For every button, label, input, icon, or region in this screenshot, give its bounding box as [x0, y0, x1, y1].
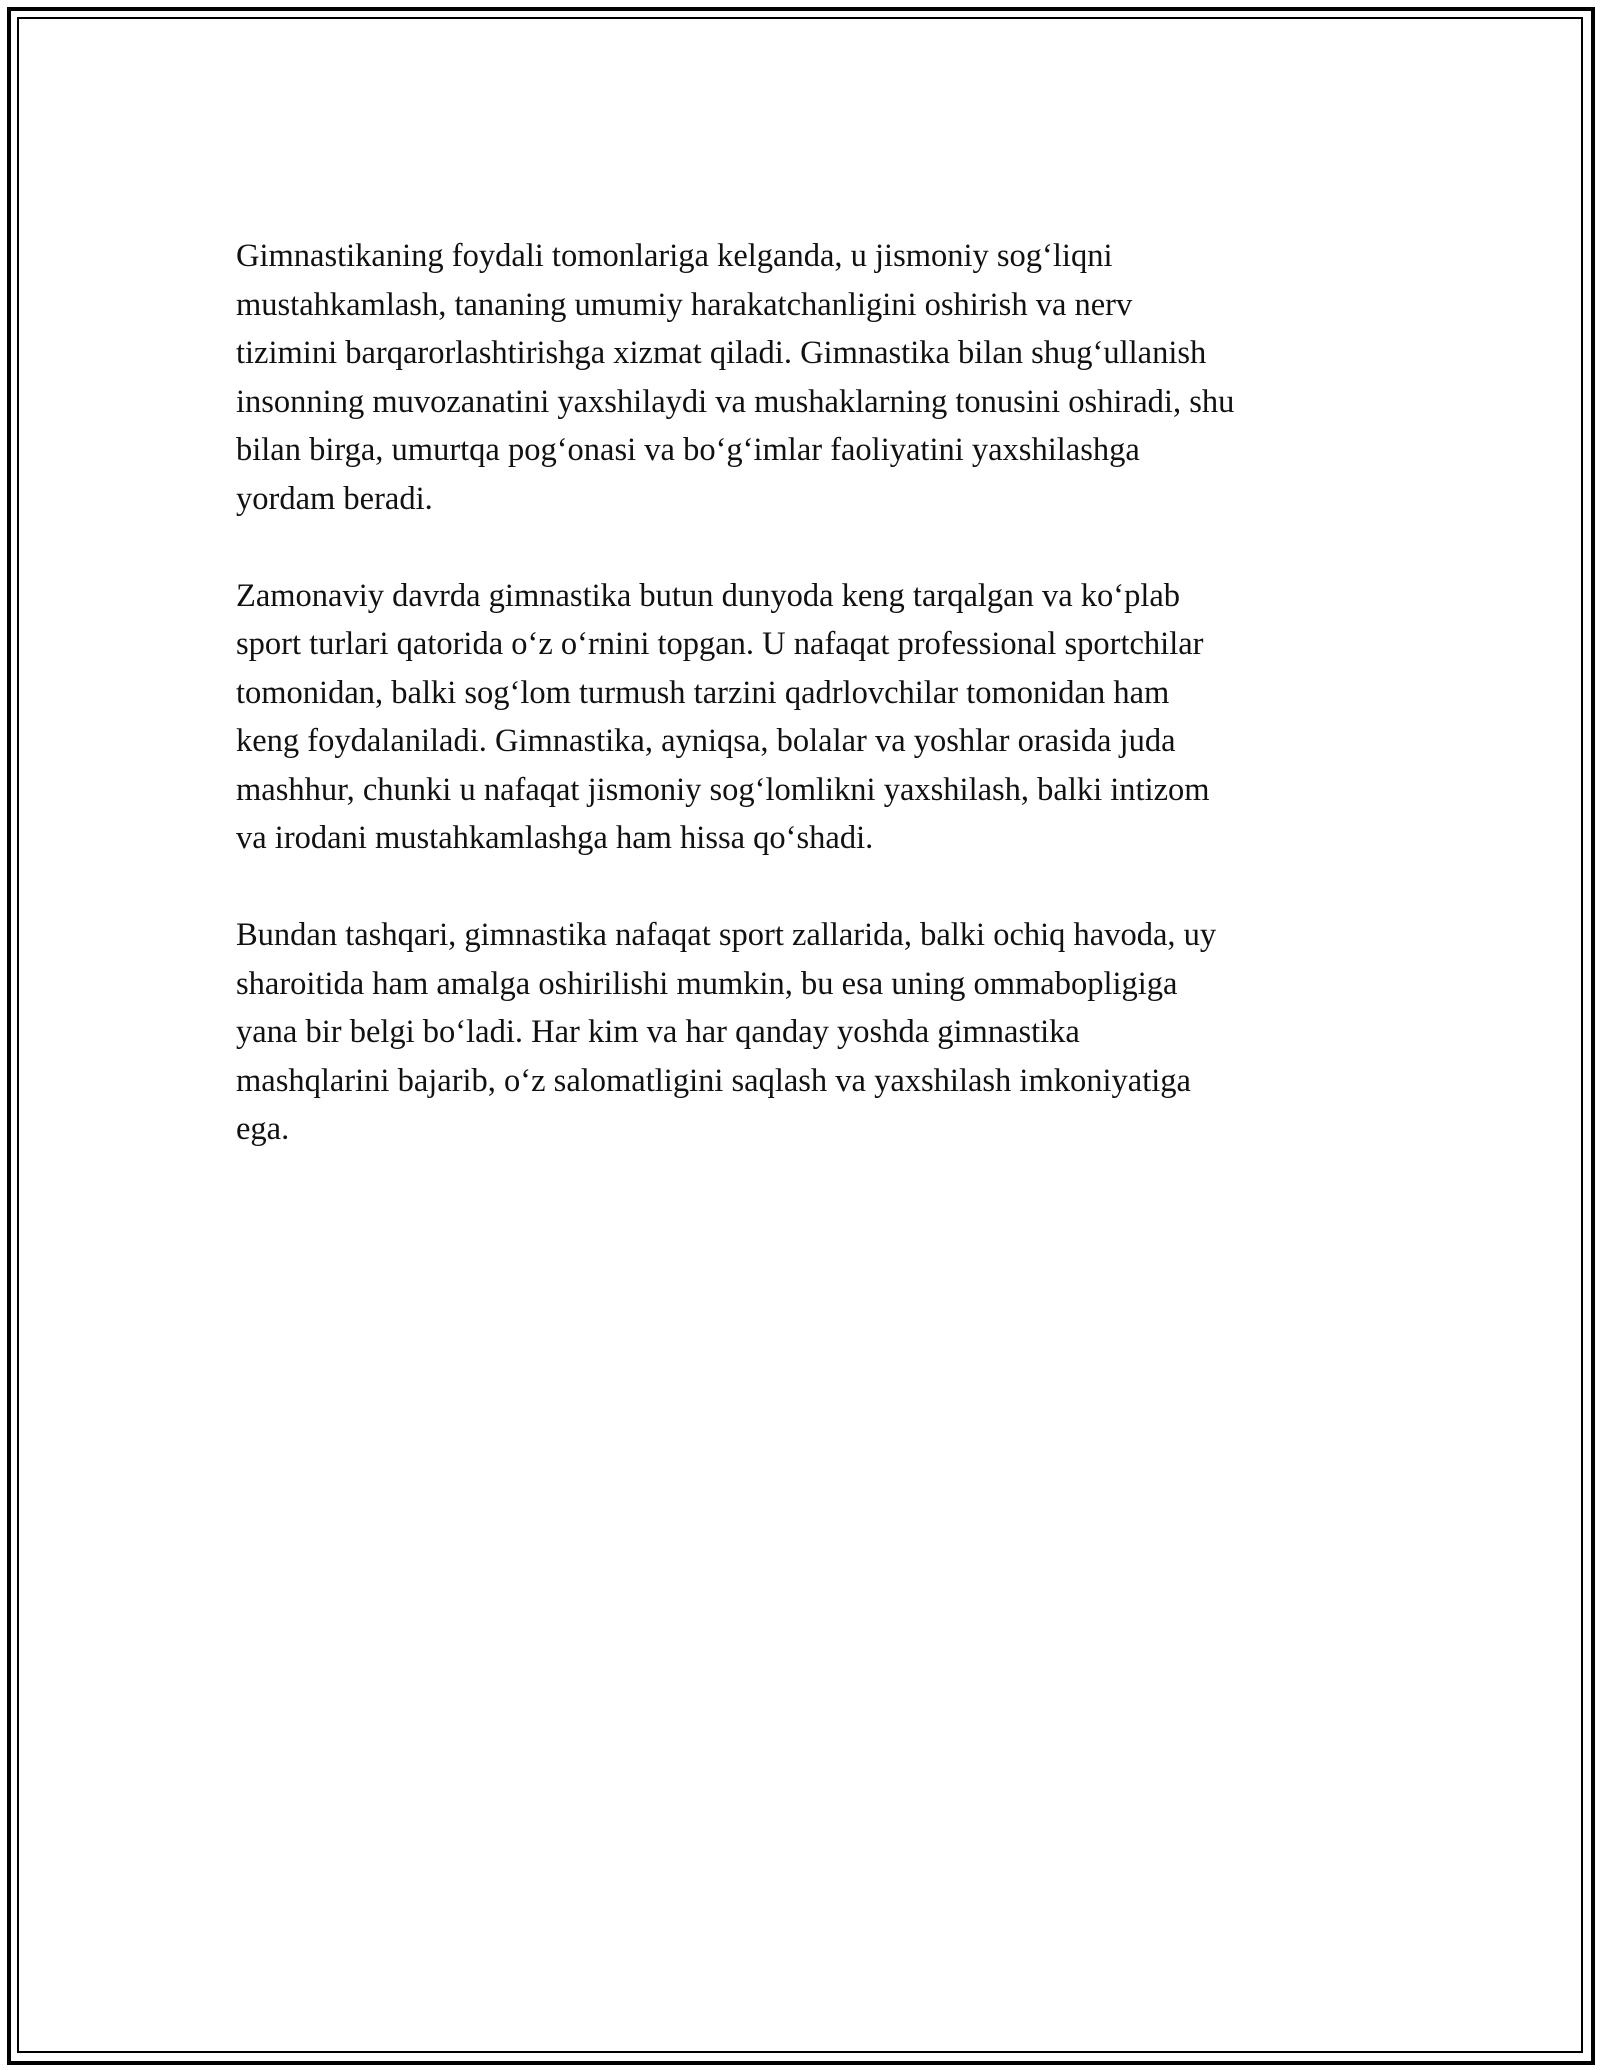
paragraph-line: yordam beradi.	[236, 480, 433, 517]
paragraph-line: insonning muvozanatini yaxshilaydi va mushaklarning tonusini oshiradi, shu	[236, 383, 1235, 420]
paragraph-line: mashqlarini bajarib, o‘z salomatligini saqlash va yaxshilash imkoniyatiga	[236, 1062, 1191, 1099]
paragraph-line: Zamonaviy davrda gimnastika butun dunyoda keng tarqalgan va ko‘plab	[236, 577, 1181, 614]
paragraph-line: mustahkamlash, tananing umumiy harakatchanligini oshirish va nerv	[236, 286, 1133, 323]
paragraph-3	[236, 911, 1376, 1154]
paragraph-1	[236, 232, 1376, 523]
paragraph-line: yana bir belgi bo‘ladi. Har kim va har qanday yoshda gimnastika	[236, 1014, 1080, 1050]
paragraph-line: keng foydalaniladi. Gimnastika, ayniqsa, bolalar va yoshlar orasida juda	[236, 723, 1176, 759]
paragraph-line: bilan birga, umurtqa pog‘onasi va bo‘g‘imlar faoliyatini yaxshilashga	[236, 432, 1140, 468]
paragraph-line: sport turlari qatorida o‘z o‘rnini topgan. U nafaqat professional sportchilar	[236, 626, 1204, 662]
paragraph-2	[236, 572, 1376, 863]
paragraph-line: Gimnastikaning foydali tomonlariga kelganda, u jismoniy sog‘liqni	[236, 238, 1113, 274]
paragraph-line: ega.	[236, 1111, 290, 1147]
paragraph-line: Bundan tashqari, gimnastika nafaqat sport zallarida, balki ochiq havoda, uy	[236, 917, 1217, 953]
paragraph-line: va irodani mustahkamlashga ham hissa qo‘shadi.	[236, 820, 874, 856]
paragraph-line: tizimini barqarorlashtirishga xizmat qiladi. Gimnastika bilan shug‘ullanish	[236, 335, 1207, 371]
paragraph-line: sharoitida ham amalga oshirilishi mumkin, bu esa uning ommabopligiga	[236, 965, 1178, 1002]
paragraph-line: tomonidan, balki sog‘lom turmush tarzini qadrlovchilar tomonidan ham	[236, 674, 1170, 711]
document-body	[236, 232, 1376, 1202]
paragraph-line: mashhur, chunki u nafaqat jismoniy sog‘lomlikni yaxshilash, balki intizom	[236, 771, 1210, 808]
